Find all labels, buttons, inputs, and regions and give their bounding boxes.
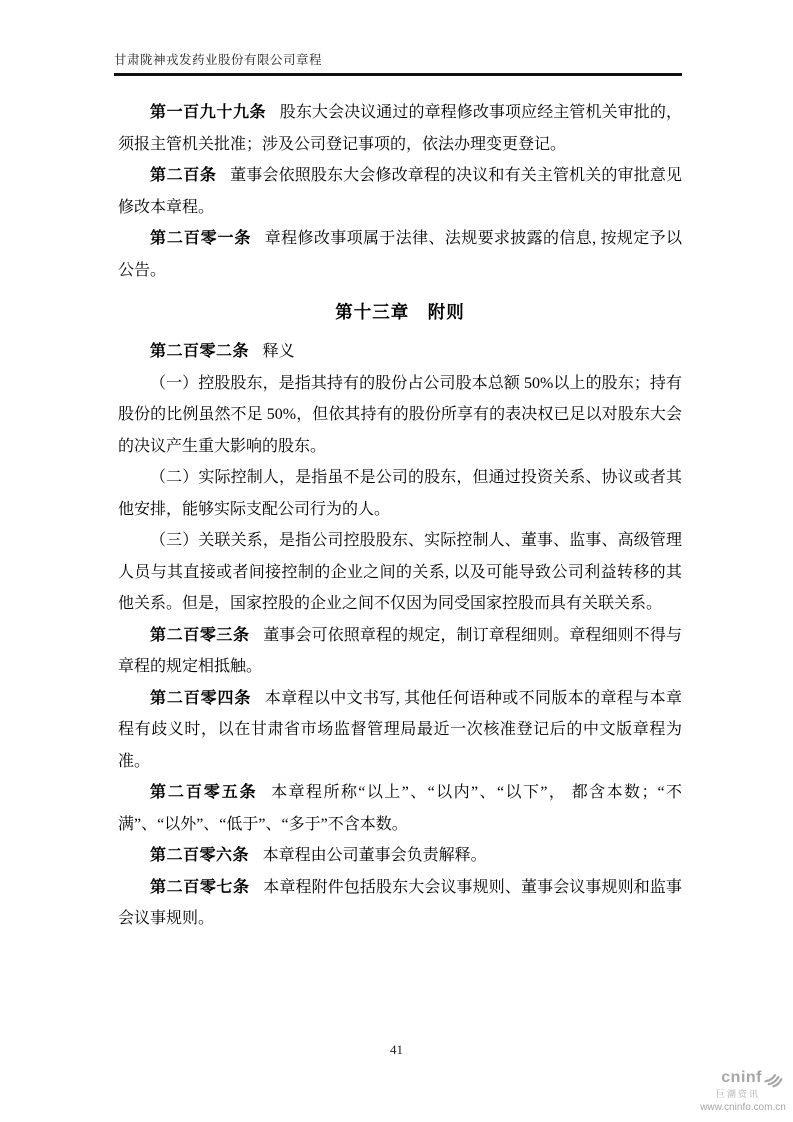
cninfo-brand-text: cninf — [721, 1069, 762, 1087]
article-text: 释义 — [262, 343, 295, 360]
document-header-title: 甘肃陇神戎发药业股份有限公司章程 — [114, 53, 323, 67]
article-text: 本章程以中文书写, 其他任何语种或不同版本的章程与本章程有歧义时，以在甘肃省市场监督管理局最近一次核准登记后的中文版章程为准。 — [118, 689, 682, 770]
article-paragraph — [118, 840, 682, 872]
article-number: 第二百零三条 — [150, 626, 250, 644]
article-text: 本章程由公司董事会负责解释。 — [262, 847, 487, 864]
article-paragraph — [118, 223, 682, 286]
article-number: 第二百零七条 — [150, 878, 250, 896]
article-paragraph — [118, 620, 682, 683]
article-paragraph — [118, 525, 682, 620]
cninfo-swirl-icon — [763, 1068, 783, 1088]
article-number: 第二百零二条 — [150, 343, 250, 360]
article-paragraph — [118, 97, 682, 160]
article-paragraph — [118, 160, 682, 223]
article-number: 第一百九十九条 — [150, 104, 267, 121]
article-text: 章程修改事项属于法律、法规要求披露的信息, 按规定予以公告。 — [118, 230, 682, 279]
article-text: 董事会可依照章程的规定，制订章程细则。章程细则不得与章程的规定相抵触。 — [118, 626, 682, 675]
article-text: （三）关联关系，是指公司控股股东、实际控制人、董事、监事、高级管理人员与其直接或者间接控制的企业之间的关系, 以及可能导致公司利益转移的其他关系。但是，国家控股的企业之间不仅因为同受国家控股而具有关联关系。 — [118, 532, 682, 612]
document-header — [114, 50, 682, 76]
article-text: 股东大会决议通过的章程修改事项应经主管机关审批的，须报主管机关批准；涉及公司登记事项的，依法办理变更登记。 — [118, 104, 682, 153]
article-text: （一）控股股东，是指其持有的股份占公司股本总额 50%以上的股东；持有股份的比例虽然不足 50%，但依其持有的股份所享有的表决权已足以对股东大会的决议产生重大影响的股东。 — [118, 374, 682, 455]
article-paragraph — [118, 368, 682, 463]
article-number: 第二百零一条 — [150, 230, 252, 247]
chapter-heading: 第十三章 附则 — [335, 302, 465, 322]
article-text: 本章程所称“以上”、“以内”、“以下”， 都含本数；“不满”、“以外”、“低于”、“多于”不含本数。 — [118, 784, 682, 833]
article-number: 第二百条 — [150, 167, 217, 184]
article-text: 本章程附件包括股东大会议事规则、董事会议事规则和监事会议事规则。 — [118, 878, 682, 927]
article-paragraph — [118, 872, 682, 935]
cninfo-url: www.cninfo.com.cn — [700, 1101, 786, 1113]
article-number: 第二百零四条 — [150, 689, 252, 707]
cninfo-logo — [697, 1068, 789, 1114]
article-number: 第二百零六条 — [150, 847, 250, 864]
article-paragraph — [118, 683, 682, 778]
cninfo-brand-row — [697, 1068, 789, 1088]
header-divider — [114, 73, 682, 76]
article-paragraph — [118, 336, 682, 368]
article-paragraph — [118, 462, 682, 525]
cninfo-chinese-name: 巨潮资讯 — [715, 1089, 760, 1100]
article-paragraph — [118, 777, 682, 840]
article-number: 第二百零五条 — [150, 784, 258, 801]
article-text: （二）实际控制人，是指虽不是公司的股东，但通过投资关系、协议或者其他安排，能够实际支配公司行为的人。 — [118, 469, 682, 518]
page-number: 41 — [390, 1042, 403, 1057]
document-body — [118, 97, 682, 935]
article-text: 董事会依照股东大会修改章程的决议和有关主管机关的审批意见修改本章程。 — [118, 167, 682, 216]
